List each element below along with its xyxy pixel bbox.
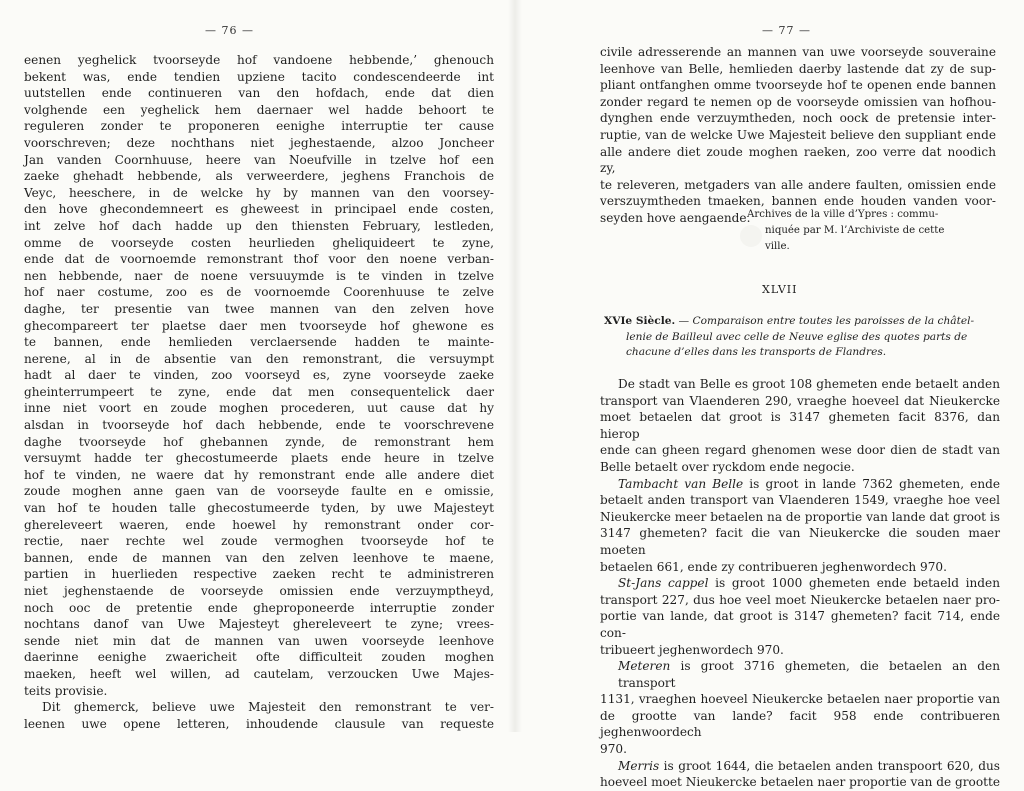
text-line: bannen, ende de mannen van den zelven leenhove te maene, <box>24 550 494 565</box>
text-line: sende niet min dat de mannen van uwen voorseyde leenhove <box>24 633 494 648</box>
text-line: St-Jans cappel is groot 1000 ghemeten ende betaeld inden <box>618 576 1000 591</box>
text-line: pliant ontfanghen omme tvoorseyde hof te openen ende bannen <box>600 78 996 93</box>
text-line: te releveren, metgaders van alle andere faulten, omissien ende <box>600 177 996 192</box>
text-line: volghende een yeghelick hem daernaer wel hadde behoort te <box>24 102 494 117</box>
text-line: noch ooc de pretentie ende gheproponeerde interruptie zonder <box>24 600 494 615</box>
text-line: bekent was, ende tendien upziene tacito condescendeerde int <box>24 69 494 84</box>
text-line: uutstellen ende continueren van den hofdach, ende dat dien <box>24 86 494 101</box>
text-line: int zelve hof dach hadde up den thiensten February, lestleden, <box>24 218 494 233</box>
text-line: leenen uwe opene letteren, inhoudende clausule van requeste <box>24 716 494 731</box>
text-line: alsdan in tvoorseyde hof dach hebbende, ende te voorschrevene <box>24 418 494 433</box>
text-line: daghe, ter presentie van twee mannen van den zelven hove <box>24 301 494 316</box>
heading-line: — Comparaison entre toutes les paroisses de la châtel- <box>678 315 975 327</box>
text-line: ruptie, van de welcke Uwe Majesteit believe den suppliant ende <box>600 127 996 142</box>
right-page <box>522 0 1024 790</box>
text-line: ghereleveert waeren, ende hoewel hy remonstrant onder cor- <box>24 517 494 532</box>
text-line: transport van Vlaenderen 290, vraeghe hoeveel dat Nieukercke <box>600 393 1000 408</box>
text-line: daghe tvoorseyde hof ghebannen zynde, de remonstrant hem <box>24 434 494 449</box>
heading-line: lenie de Bailleul avec celle de Neuve eglise des quotes parts de <box>626 330 968 343</box>
page-number: — 77 — <box>762 24 811 37</box>
page-number: — 76 — <box>205 24 254 37</box>
text-line: betaelen 661, ende zy contribueren jeghenwordech 970. <box>600 559 947 574</box>
text-line: Meteren is groot 3716 ghemeten, die betaelen an den transport <box>618 659 1000 690</box>
chapter-number: XLVII <box>762 283 798 296</box>
text-line: te bannen, ende hemlieden verclaersende hadden te mainte- <box>24 335 494 350</box>
text-line: hoeveel moet Nieukercke betaelen naer proportie van de grootte <box>600 775 1000 790</box>
right-page-body-text <box>600 376 1000 791</box>
text-line: hadt al daer te vinden, zoo voorseyd es, zyne voorseyde zaeke <box>24 368 494 383</box>
text-line: nerene, al in de absentie van den remonstrant, die versuympt <box>24 351 494 366</box>
text-line: gheinterrumpeert te zyne, ende dat men consequentelick daer <box>24 384 494 399</box>
text-line: seyden hove aengaende. <box>600 210 751 225</box>
text-line: zoude moghen anne gaen van de voorseyde faulte en e omissie, <box>24 484 494 499</box>
text-line: van hof te houden talle ghecostumeerde tyden, by uwe Majesteyt <box>24 501 494 516</box>
text-line: civile adresserende an mannen van uwe voorseyde souveraine <box>600 45 996 59</box>
text-line: dynghen ende verzuymtheden, noch oock de pretensie inter- <box>600 111 996 126</box>
text-line: moet betaelen dat groot is 3147 ghemeten facit 8376, dan hierop <box>600 410 1000 441</box>
book-gutter <box>508 0 522 732</box>
text-line: tribueert jeghenwordech 970. <box>600 642 784 657</box>
left-page-text <box>24 52 494 732</box>
text-line: de grootte van lande? facit 958 ende contribueren jeghenwoordech <box>600 708 1000 740</box>
text-line: versuymt hadde ter ghecostumeerde plaets ende heure in tzelve <box>24 451 494 466</box>
text-line: Tambacht van Belle is groot in lande 7362 ghemeten, ende <box>618 476 1001 491</box>
text-line: inne niet voort en zoude moghen procederen, uut cause dat hy <box>24 401 494 416</box>
text-line: Jan vanden Coornhuuse, heere van Noeufville in tzelve hof een <box>24 152 494 167</box>
text-line: Merris is groot 1644, die betaelen anden transpoort 620, dus <box>618 758 1000 773</box>
text-line: alle andere diet zoude moghen raeken, zoo verre dat noodich zy, <box>600 144 996 176</box>
text-line: De stadt van Belle es groot 108 ghemeten ende betaelt anden <box>618 377 1000 391</box>
text-line: ghecompareert ter plaetse daer men tvoorseyde hof ghewone es <box>24 318 494 333</box>
text-line: zaeke ghehadt hebbende, als verweerdere, jeghens Franchois de <box>24 169 494 184</box>
text-line: verszuymtheden tmaeken, bannen ende houden vanden voor- <box>600 194 996 209</box>
text-line: niet jeghenstaende de voorseyde omissien ende verzuymptheyd, <box>24 584 494 598</box>
right-page-top-text <box>600 44 996 227</box>
text-line: 3147 ghemeten? facit die van Nieukercke die souden maer moeten <box>600 526 1000 557</box>
text-line: 1131, vraeghen hoeveel Nieukercke betaelen naer proportie van <box>600 692 1000 707</box>
text-line: hof naer costume, zoo es de voornoemde Coorenhuuse te zelve <box>24 285 494 300</box>
text-line: Veyc, heeschere, in de welcke hy by mannen van den voorsey- <box>24 185 494 200</box>
text-line: eenen yeghelick tvoorseyde hof vandoene hebbende,’ ghenouch <box>24 53 494 67</box>
text-line: Belle betaelt over ryckdom ende negocie. <box>600 459 855 474</box>
text-line: leenhove van Belle, hemlieden daerby lastende dat zy de sup- <box>600 61 996 76</box>
source-line: ville. <box>765 241 790 252</box>
text-line: Nieukercke meer betaelen na de proportie van lande dat groot is <box>600 509 1000 524</box>
heading-line: chacune d’elles dans les transports de Flandres. <box>626 346 887 358</box>
text-line: reguleren zonder te proponeren eenighe interruptie ter cause <box>24 119 494 134</box>
heading-date: XVIe Siècle. <box>604 315 676 327</box>
left-page <box>0 0 508 732</box>
section-heading <box>604 314 996 361</box>
source-line: Archives de la ville d’Ypres : commu- <box>747 209 939 220</box>
text-line: betaelt anden transport van Vlaenderen 1549, vraeghe hoe veel <box>600 493 1000 508</box>
text-line: ende dat de voornoemde remonstrant thof voor den noene verban- <box>24 252 494 267</box>
text-line: Dit ghemerck, believe uwe Majesteit den remonstrant te ver- <box>42 700 494 715</box>
text-line: den hove ghecondemneert es gheweest in principael ende costen, <box>24 202 494 217</box>
text-line: transport 227, dus hoe veel moet Nieukercke betaelen naer pro- <box>600 592 1000 607</box>
text-line: hof te vinden, ne waere dat hy remonstrant ende alle andere diet <box>24 467 494 482</box>
text-line: nochtans danof van Uwe Majesteyt ghereleveert te zyne; vrees- <box>24 617 494 632</box>
source-line: niquée par M. l’Archiviste de cette <box>765 225 945 236</box>
archive-source-note <box>747 207 1002 255</box>
text-line: 970. <box>600 742 627 757</box>
text-line: nen hebbende, naer de noene versuuymde is te vinden in tzelve <box>24 268 494 283</box>
text-line: maeken, heeft wel willen, ad cautelam, verzoucken Uwe Majes- <box>24 666 494 681</box>
text-line: ende can gheen regard ghenomen wese door dien de stadt van <box>600 443 1000 458</box>
text-line: rectie, naer rechte wel zoude vermoghen tvoorseyde hof te <box>24 534 494 549</box>
text-line: teits provisie. <box>24 683 108 698</box>
text-line: daerinne eenighe zwaericheit ofte difficulteit zouden moghen <box>24 650 494 665</box>
text-line: zonder regard te nemen op de voorseyde omissien van hofhou- <box>600 94 996 109</box>
text-line: portie van lande, dat groot is 3147 ghemeten? facit 714, ende con- <box>600 609 1000 640</box>
text-line: omme de voorseyde costen heurlieden gheliquideert te zyne, <box>24 235 494 250</box>
text-line: voorschreven; deze nochthans niet jeghestaende, alzoo Joncheer <box>24 135 494 150</box>
text-line: partien in huerlieden respective zaeken recht te administreren <box>24 567 494 582</box>
